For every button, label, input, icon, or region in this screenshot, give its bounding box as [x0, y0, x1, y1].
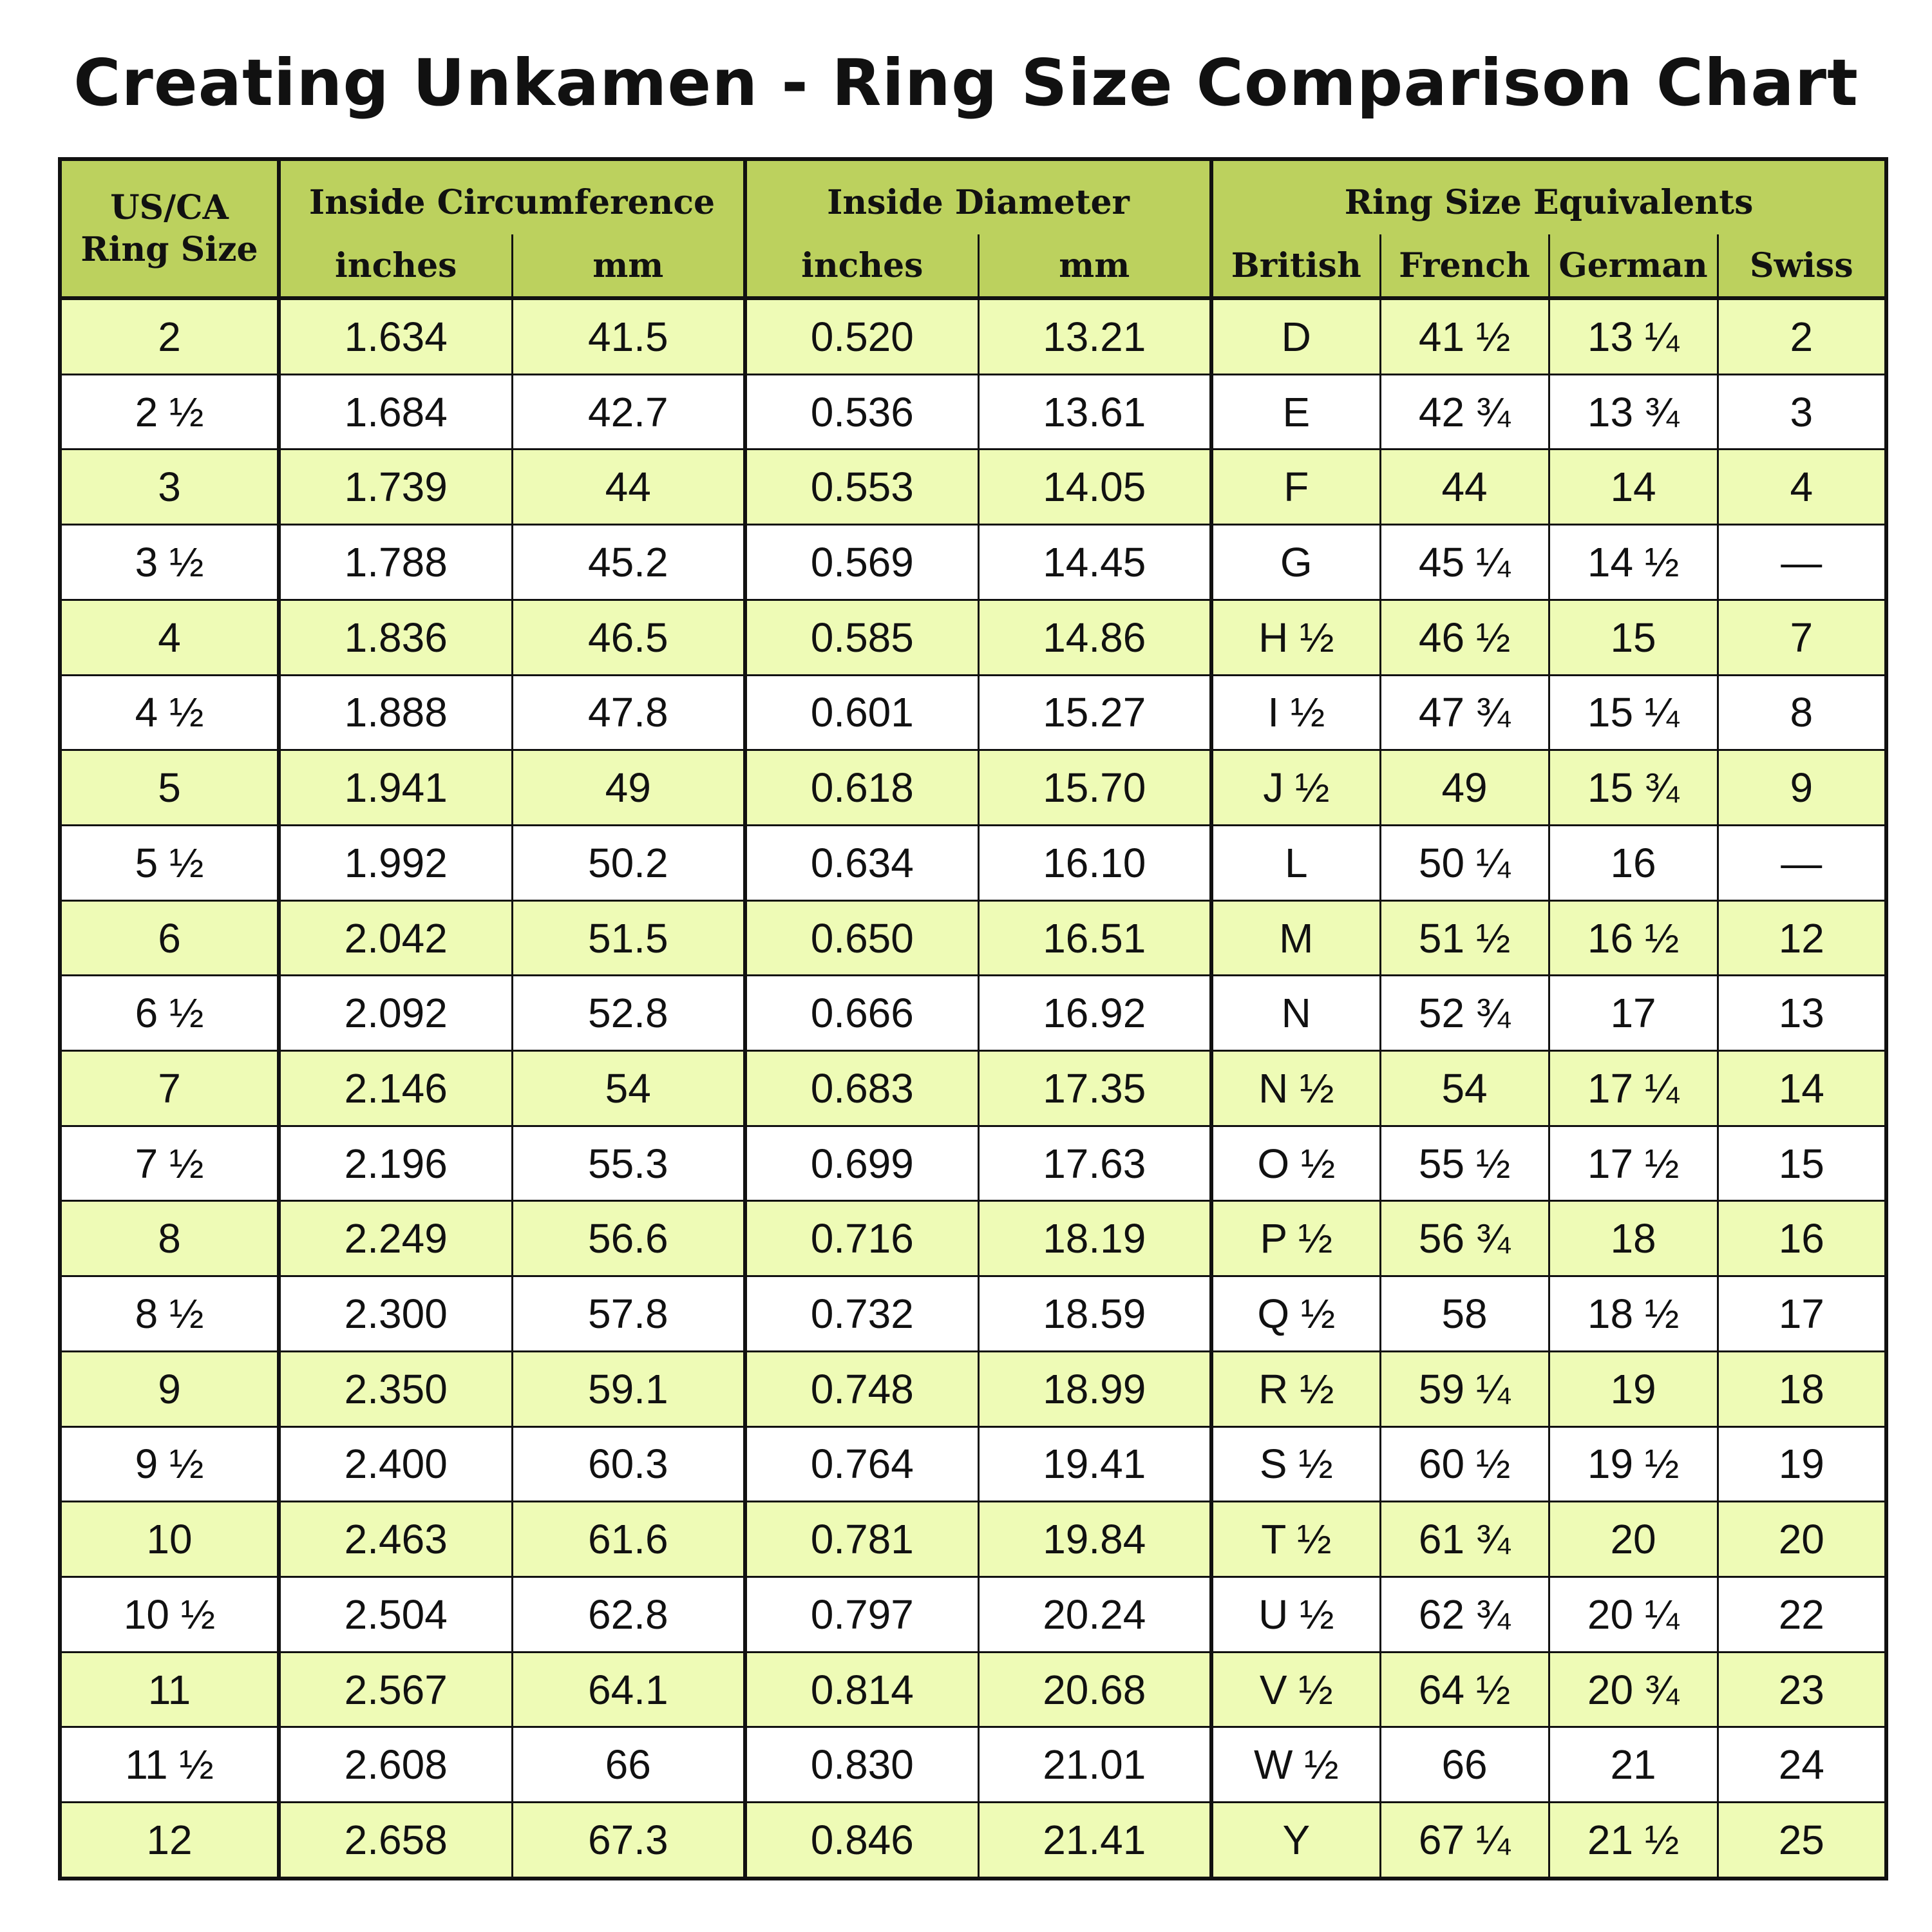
cell-swiss: 20 [1718, 1502, 1886, 1577]
cell-diameter-mm: 20.68 [978, 1652, 1211, 1727]
cell-british: T ½ [1211, 1502, 1380, 1577]
cell-german: 15 ¾ [1549, 750, 1718, 826]
cell-diameter-inches: 0.536 [745, 374, 978, 450]
cell-german: 17 ½ [1549, 1126, 1718, 1201]
cell-swiss: 25 [1718, 1803, 1886, 1879]
cell-circumference-mm: 61.6 [512, 1502, 745, 1577]
cell-french: 60 ½ [1380, 1426, 1549, 1502]
subheader-french: French [1380, 234, 1549, 298]
cell-diameter-mm: 19.84 [978, 1502, 1211, 1577]
cell-swiss: 3 [1718, 374, 1886, 450]
cell-us-ca-size: 8 ½ [60, 1276, 279, 1352]
cell-us-ca-size: 6 [60, 900, 279, 976]
cell-circumference-mm: 50.2 [512, 825, 745, 900]
cell-circumference-inches: 2.567 [279, 1652, 512, 1727]
cell-german: 14 ½ [1549, 525, 1718, 600]
cell-us-ca-size: 11 ½ [60, 1727, 279, 1803]
cell-diameter-mm: 21.01 [978, 1727, 1211, 1803]
cell-us-ca-size: 12 [60, 1803, 279, 1879]
subheader-diameter-mm: mm [978, 234, 1211, 298]
cell-circumference-mm: 62.8 [512, 1577, 745, 1653]
cell-circumference-mm: 64.1 [512, 1652, 745, 1727]
table-row [60, 1126, 1886, 1201]
cell-british: H ½ [1211, 600, 1380, 675]
cell-german: 19 [1549, 1351, 1718, 1426]
cell-diameter-inches: 0.553 [745, 450, 978, 525]
table-row [60, 1351, 1886, 1426]
cell-us-ca-size: 9 ½ [60, 1426, 279, 1502]
cell-circumference-inches: 2.042 [279, 900, 512, 976]
cell-us-ca-size: 2 ½ [60, 374, 279, 450]
cell-french: 51 ½ [1380, 900, 1549, 976]
table-row [60, 1201, 1886, 1276]
table-row [60, 1276, 1886, 1352]
header-us-ca-ring-size-text: US/CA Ring Size [80, 188, 258, 269]
cell-diameter-inches: 0.748 [745, 1351, 978, 1426]
cell-circumference-inches: 2.608 [279, 1727, 512, 1803]
cell-german: 15 [1549, 600, 1718, 675]
cell-circumference-inches: 1.888 [279, 675, 512, 750]
cell-diameter-mm: 14.86 [978, 600, 1211, 675]
table-row [60, 675, 1886, 750]
cell-swiss: 13 [1718, 976, 1886, 1051]
cell-british: O ½ [1211, 1126, 1380, 1201]
table-row [60, 900, 1886, 976]
cell-circumference-mm: 52.8 [512, 976, 745, 1051]
cell-british: L [1211, 825, 1380, 900]
cell-german: 20 ¼ [1549, 1577, 1718, 1653]
cell-circumference-inches: 1.941 [279, 750, 512, 826]
cell-french: 41 ½ [1380, 298, 1549, 374]
cell-diameter-inches: 0.585 [745, 600, 978, 675]
cell-diameter-inches: 0.569 [745, 525, 978, 600]
cell-french: 52 ¾ [1380, 976, 1549, 1051]
table-body [60, 298, 1886, 1879]
cell-us-ca-size: 3 ½ [60, 525, 279, 600]
cell-circumference-mm: 56.6 [512, 1201, 745, 1276]
cell-swiss: 16 [1718, 1201, 1886, 1276]
cell-circumference-inches: 2.249 [279, 1201, 512, 1276]
cell-british: N ½ [1211, 1051, 1380, 1126]
cell-circumference-mm: 41.5 [512, 298, 745, 374]
cell-us-ca-size: 8 [60, 1201, 279, 1276]
cell-british: N [1211, 976, 1380, 1051]
cell-british: Q ½ [1211, 1276, 1380, 1352]
cell-diameter-mm: 17.35 [978, 1051, 1211, 1126]
table-row [60, 525, 1886, 600]
subheader-circumference-mm: mm [512, 234, 745, 298]
table-row [60, 374, 1886, 450]
cell-diameter-inches: 0.520 [745, 298, 978, 374]
cell-circumference-mm: 46.5 [512, 600, 745, 675]
cell-circumference-mm: 49 [512, 750, 745, 826]
cell-diameter-inches: 0.666 [745, 976, 978, 1051]
cell-french: 54 [1380, 1051, 1549, 1126]
cell-british: I ½ [1211, 675, 1380, 750]
cell-diameter-inches: 0.814 [745, 1652, 978, 1727]
cell-french: 42 ¾ [1380, 374, 1549, 450]
cell-french: 67 ¼ [1380, 1803, 1549, 1879]
cell-diameter-inches: 0.601 [745, 675, 978, 750]
cell-us-ca-size: 10 ½ [60, 1577, 279, 1653]
cell-french: 64 ½ [1380, 1652, 1549, 1727]
cell-us-ca-size: 5 [60, 750, 279, 826]
cell-circumference-mm: 57.8 [512, 1276, 745, 1352]
cell-diameter-mm: 18.19 [978, 1201, 1211, 1276]
table-row [60, 825, 1886, 900]
cell-french: 66 [1380, 1727, 1549, 1803]
cell-swiss: — [1718, 825, 1886, 900]
cell-diameter-mm: 13.21 [978, 298, 1211, 374]
cell-french: 46 ½ [1380, 600, 1549, 675]
table-row [60, 298, 1886, 374]
subheader-german: German [1549, 234, 1718, 298]
cell-diameter-mm: 15.27 [978, 675, 1211, 750]
cell-us-ca-size: 5 ½ [60, 825, 279, 900]
cell-german: 17 [1549, 976, 1718, 1051]
cell-british: D [1211, 298, 1380, 374]
cell-circumference-inches: 2.196 [279, 1126, 512, 1201]
table-row [60, 976, 1886, 1051]
cell-circumference-mm: 55.3 [512, 1126, 745, 1201]
cell-diameter-inches: 0.732 [745, 1276, 978, 1352]
cell-british: S ½ [1211, 1426, 1380, 1502]
cell-us-ca-size: 9 [60, 1351, 279, 1426]
cell-circumference-inches: 1.836 [279, 600, 512, 675]
ring-size-table [58, 157, 1888, 1880]
cell-british: V ½ [1211, 1652, 1380, 1727]
header-inside-diameter: Inside Diameter [745, 159, 1211, 234]
cell-circumference-inches: 2.092 [279, 976, 512, 1051]
table-row [60, 600, 1886, 675]
cell-us-ca-size: 11 [60, 1652, 279, 1727]
cell-circumference-inches: 1.684 [279, 374, 512, 450]
cell-french: 61 ¾ [1380, 1502, 1549, 1577]
cell-diameter-mm: 14.45 [978, 525, 1211, 600]
cell-british: F [1211, 450, 1380, 525]
cell-french: 59 ¼ [1380, 1351, 1549, 1426]
cell-circumference-mm: 54 [512, 1051, 745, 1126]
cell-german: 15 ¼ [1549, 675, 1718, 750]
cell-us-ca-size: 10 [60, 1502, 279, 1577]
cell-diameter-mm: 16.92 [978, 976, 1211, 1051]
cell-us-ca-size: 4 ½ [60, 675, 279, 750]
cell-german: 18 [1549, 1201, 1718, 1276]
cell-british: R ½ [1211, 1351, 1380, 1426]
cell-german: 17 ¼ [1549, 1051, 1718, 1126]
cell-circumference-mm: 44 [512, 450, 745, 525]
cell-circumference-mm: 51.5 [512, 900, 745, 976]
cell-swiss: 8 [1718, 675, 1886, 750]
cell-swiss: 17 [1718, 1276, 1886, 1352]
table-row [60, 1426, 1886, 1502]
cell-diameter-inches: 0.846 [745, 1803, 978, 1879]
table-row [60, 1727, 1886, 1803]
cell-diameter-inches: 0.830 [745, 1727, 978, 1803]
header-ring-size-equivalents: Ring Size Equivalents [1211, 159, 1886, 234]
cell-diameter-mm: 14.05 [978, 450, 1211, 525]
table-row [60, 1577, 1886, 1653]
cell-swiss: 4 [1718, 450, 1886, 525]
cell-circumference-inches: 2.658 [279, 1803, 512, 1879]
cell-circumference-inches: 1.634 [279, 298, 512, 374]
cell-us-ca-size: 6 ½ [60, 976, 279, 1051]
cell-german: 13 ¼ [1549, 298, 1718, 374]
cell-swiss: 14 [1718, 1051, 1886, 1126]
cell-swiss: 23 [1718, 1652, 1886, 1727]
subheader-british: British [1211, 234, 1380, 298]
cell-swiss: 19 [1718, 1426, 1886, 1502]
cell-swiss: 24 [1718, 1727, 1886, 1803]
cell-us-ca-size: 7 ½ [60, 1126, 279, 1201]
cell-circumference-mm: 45.2 [512, 525, 745, 600]
cell-swiss: 22 [1718, 1577, 1886, 1653]
cell-circumference-inches: 2.146 [279, 1051, 512, 1126]
cell-french: 50 ¼ [1380, 825, 1549, 900]
cell-british: U ½ [1211, 1577, 1380, 1653]
cell-diameter-mm: 16.51 [978, 900, 1211, 976]
table-row [60, 750, 1886, 826]
cell-british: G [1211, 525, 1380, 600]
cell-french: 62 ¾ [1380, 1577, 1549, 1653]
cell-diameter-inches: 0.716 [745, 1201, 978, 1276]
cell-british: E [1211, 374, 1380, 450]
cell-french: 47 ¾ [1380, 675, 1549, 750]
cell-diameter-mm: 19.41 [978, 1426, 1211, 1502]
cell-circumference-mm: 67.3 [512, 1803, 745, 1879]
cell-swiss: 18 [1718, 1351, 1886, 1426]
cell-circumference-inches: 1.992 [279, 825, 512, 900]
cell-diameter-mm: 16.10 [978, 825, 1211, 900]
cell-circumference-mm: 66 [512, 1727, 745, 1803]
cell-british: W ½ [1211, 1727, 1380, 1803]
chart-title: Creating Unkamen - Ring Size Comparison Chart [73, 45, 1859, 120]
cell-circumference-inches: 2.463 [279, 1502, 512, 1577]
cell-circumference-inches: 2.300 [279, 1276, 512, 1352]
subheader-swiss: Swiss [1718, 234, 1886, 298]
cell-circumference-mm: 60.3 [512, 1426, 745, 1502]
cell-circumference-mm: 47.8 [512, 675, 745, 750]
table-row [60, 1803, 1886, 1879]
subheader-diameter-inches: inches [745, 234, 978, 298]
cell-swiss: 15 [1718, 1126, 1886, 1201]
cell-french: 55 ½ [1380, 1126, 1549, 1201]
cell-us-ca-size: 3 [60, 450, 279, 525]
cell-diameter-mm: 20.24 [978, 1577, 1211, 1653]
cell-diameter-inches: 0.683 [745, 1051, 978, 1126]
cell-german: 16 ½ [1549, 900, 1718, 976]
cell-diameter-inches: 0.634 [745, 825, 978, 900]
cell-german: 19 ½ [1549, 1426, 1718, 1502]
cell-french: 45 ¼ [1380, 525, 1549, 600]
cell-french: 58 [1380, 1276, 1549, 1352]
table-row [60, 1051, 1886, 1126]
cell-circumference-inches: 2.400 [279, 1426, 512, 1502]
cell-diameter-inches: 0.650 [745, 900, 978, 976]
cell-german: 20 ¾ [1549, 1652, 1718, 1727]
cell-diameter-mm: 18.99 [978, 1351, 1211, 1426]
cell-circumference-inches: 1.788 [279, 525, 512, 600]
cell-swiss: 9 [1718, 750, 1886, 826]
table-row [60, 1652, 1886, 1727]
cell-diameter-inches: 0.797 [745, 1577, 978, 1653]
cell-diameter-inches: 0.699 [745, 1126, 978, 1201]
cell-swiss: 2 [1718, 298, 1886, 374]
cell-german: 21 [1549, 1727, 1718, 1803]
table-row [60, 450, 1886, 525]
cell-circumference-mm: 42.7 [512, 374, 745, 450]
cell-circumference-inches: 1.739 [279, 450, 512, 525]
cell-british: M [1211, 900, 1380, 976]
cell-circumference-inches: 2.350 [279, 1351, 512, 1426]
cell-diameter-inches: 0.781 [745, 1502, 978, 1577]
cell-us-ca-size: 4 [60, 600, 279, 675]
cell-circumference-mm: 59.1 [512, 1351, 745, 1426]
cell-diameter-mm: 17.63 [978, 1126, 1211, 1201]
cell-diameter-inches: 0.618 [745, 750, 978, 826]
cell-us-ca-size: 7 [60, 1051, 279, 1126]
cell-french: 44 [1380, 450, 1549, 525]
subheader-circumference-inches: inches [279, 234, 512, 298]
cell-diameter-inches: 0.764 [745, 1426, 978, 1502]
cell-british: P ½ [1211, 1201, 1380, 1276]
cell-us-ca-size: 2 [60, 298, 279, 374]
cell-french: 56 ¾ [1380, 1201, 1549, 1276]
cell-diameter-mm: 18.59 [978, 1276, 1211, 1352]
cell-german: 21 ½ [1549, 1803, 1718, 1879]
cell-diameter-mm: 13.61 [978, 374, 1211, 450]
header-inside-circumference: Inside Circumference [279, 159, 745, 234]
header-us-ca-ring-size [60, 159, 279, 298]
cell-french: 49 [1380, 750, 1549, 826]
cell-british: J ½ [1211, 750, 1380, 826]
cell-circumference-inches: 2.504 [279, 1577, 512, 1653]
cell-german: 18 ½ [1549, 1276, 1718, 1352]
cell-german: 13 ¾ [1549, 374, 1718, 450]
cell-german: 16 [1549, 825, 1718, 900]
cell-german: 20 [1549, 1502, 1718, 1577]
cell-german: 14 [1549, 450, 1718, 525]
cell-swiss: 12 [1718, 900, 1886, 976]
cell-diameter-mm: 15.70 [978, 750, 1211, 826]
cell-swiss: 7 [1718, 600, 1886, 675]
table-row [60, 1502, 1886, 1577]
cell-diameter-mm: 21.41 [978, 1803, 1211, 1879]
cell-swiss: — [1718, 525, 1886, 600]
cell-british: Y [1211, 1803, 1380, 1879]
